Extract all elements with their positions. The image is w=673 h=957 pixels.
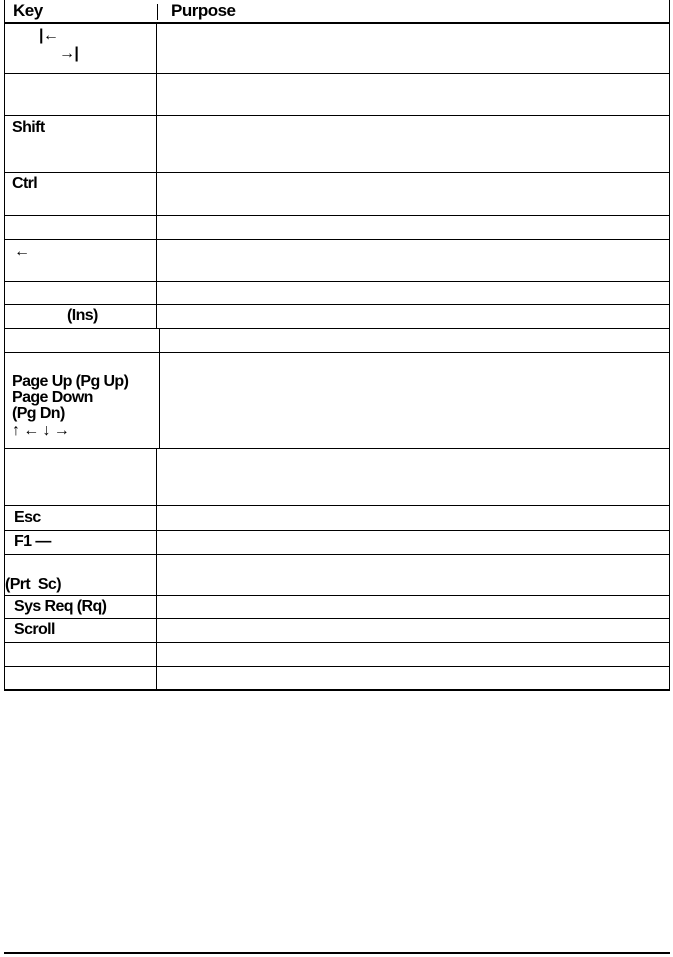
key-cell bbox=[5, 116, 157, 172]
table-row bbox=[5, 449, 669, 506]
key-label-line: |← bbox=[39, 27, 59, 44]
key-label-line: (Prt Sc) bbox=[5, 576, 61, 593]
table-row bbox=[5, 282, 669, 305]
key-cell bbox=[5, 282, 157, 304]
table-row bbox=[5, 74, 669, 116]
key-label-line: Sys Req (Rq) bbox=[14, 598, 107, 615]
key-cell bbox=[5, 643, 157, 666]
table-row bbox=[5, 216, 669, 240]
key-cell bbox=[5, 329, 160, 352]
key-label-line: ↑ ← ↓ → bbox=[12, 422, 70, 439]
key-label-line: →| bbox=[59, 45, 79, 62]
key-cell bbox=[5, 240, 157, 281]
key-label-line: Esc bbox=[14, 509, 41, 526]
key-label-line: Shift bbox=[12, 119, 45, 136]
table-row bbox=[5, 643, 669, 667]
header-purpose: Purpose bbox=[171, 1, 236, 20]
key-cell bbox=[5, 216, 157, 239]
key-cell bbox=[5, 74, 157, 115]
key-cell bbox=[5, 531, 157, 554]
key-label-line: Page Up (Pg Up) bbox=[12, 373, 129, 390]
table-row bbox=[5, 506, 669, 531]
table-row bbox=[5, 353, 669, 449]
header-divider bbox=[157, 4, 158, 20]
table-row bbox=[5, 619, 669, 643]
key-cell bbox=[5, 619, 157, 642]
key-label-line: (Pg Dn) bbox=[12, 405, 65, 422]
key-cell bbox=[5, 305, 157, 328]
key-label-line: Scroll bbox=[14, 621, 55, 638]
table-row bbox=[5, 667, 669, 689]
key-label-line: F1 — bbox=[14, 533, 51, 550]
table-row bbox=[5, 329, 669, 353]
table-row bbox=[5, 531, 669, 555]
key-label-line: (Ins) bbox=[67, 307, 98, 324]
table-row bbox=[5, 555, 669, 596]
key-purpose-table bbox=[4, 0, 670, 691]
table-row bbox=[5, 240, 669, 282]
key-label-line: Ctrl bbox=[12, 175, 38, 192]
table-header bbox=[5, 0, 669, 24]
table-row bbox=[5, 596, 669, 619]
key-label-line: Page Down bbox=[12, 389, 93, 406]
header-key: Key bbox=[13, 1, 43, 20]
key-cell bbox=[5, 555, 157, 595]
key-cell bbox=[5, 353, 160, 448]
key-cell bbox=[5, 506, 157, 530]
footer-rule bbox=[4, 952, 670, 954]
table-row bbox=[5, 24, 669, 74]
table-row bbox=[5, 116, 669, 173]
key-cell bbox=[5, 173, 157, 215]
table-row bbox=[5, 305, 669, 329]
key-cell bbox=[5, 596, 157, 618]
table-row bbox=[5, 173, 669, 216]
key-cell bbox=[5, 667, 157, 689]
key-label-line: ← bbox=[14, 243, 30, 260]
key-cell bbox=[5, 449, 157, 505]
key-cell bbox=[5, 24, 157, 73]
